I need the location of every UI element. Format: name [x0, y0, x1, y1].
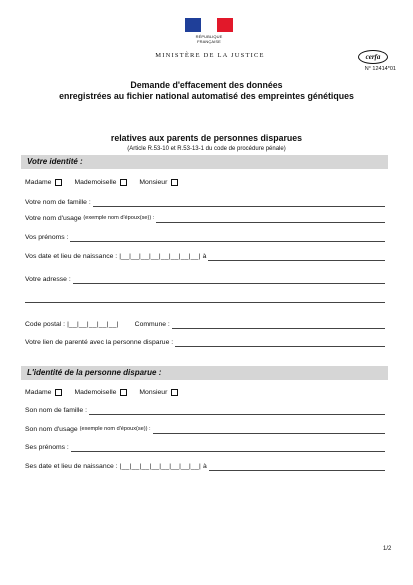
missing-civility-row — [25, 388, 385, 397]
family-name-label: Votre nom de famille : — [25, 199, 91, 206]
family-name-line[interactable] — [93, 200, 385, 207]
postal-code-boxes[interactable]: |__|__|__|__|__| — [67, 321, 119, 328]
missing-birth-place-line[interactable] — [209, 464, 385, 471]
address-line-2[interactable] — [25, 302, 385, 303]
relationship-line[interactable] — [175, 340, 385, 347]
missing-usage-name-label: Son nom d'usage — [25, 426, 78, 433]
missing-birth-field[interactable] — [25, 462, 385, 471]
birth-label: Vos date et lieu de naissance : — [25, 253, 118, 260]
birth-place-line[interactable] — [208, 254, 385, 261]
page-number: 1/2 — [383, 546, 392, 552]
missing-mademoiselle-label: Mademoiselle — [74, 389, 117, 396]
republique-logo — [185, 18, 233, 48]
first-names-line[interactable] — [70, 235, 385, 242]
missing-birth-at-label: à — [202, 463, 207, 470]
madame-checkbox[interactable] — [55, 179, 62, 186]
postal-code-label: Code postal : — [25, 321, 66, 328]
missing-monsieur-checkbox[interactable] — [171, 389, 178, 396]
first-names-label: Vos prénoms : — [25, 234, 69, 241]
title-line-3: relatives aux parents de personnes disparues — [110, 133, 303, 143]
birth-date-boxes[interactable]: |__|__|__|__|__|__|__|__| — [119, 253, 201, 260]
missing-birth-date-boxes[interactable]: |__|__|__|__|__|__|__|__| — [119, 463, 201, 470]
address-line-1[interactable] — [73, 277, 385, 284]
mademoiselle-label: Mademoiselle — [74, 179, 117, 186]
missing-madame-label: Madame — [25, 389, 52, 396]
birth-field[interactable] — [25, 252, 385, 261]
missing-monsieur-label: Monsieur — [139, 389, 168, 396]
mademoiselle-checkbox[interactable] — [120, 179, 127, 186]
missing-madame-checkbox[interactable] — [55, 389, 62, 396]
missing-family-name-label: Son nom de famille : — [25, 407, 87, 414]
title-line-2: enregistrées au fichier national automatisé des empreintes génétiques — [59, 91, 354, 101]
address-field[interactable] — [25, 275, 385, 284]
address-label: Votre adresse : — [25, 276, 71, 283]
missing-family-name-field[interactable] — [25, 406, 385, 415]
usage-name-line[interactable] — [156, 216, 385, 223]
ministry-name: MINISTÈRE DE LA JUSTICE — [155, 52, 265, 59]
logo-text: RÉPUBLIQUE FRANÇAISE — [195, 34, 223, 44]
title-line-1: Demande d'effacement des données — [130, 80, 283, 90]
monsieur-checkbox[interactable] — [171, 179, 178, 186]
missing-mademoiselle-checkbox[interactable] — [120, 389, 127, 396]
missing-usage-name-field[interactable] — [25, 425, 385, 434]
missing-family-name-line[interactable] — [89, 408, 385, 415]
madame-label: Madame — [25, 179, 52, 186]
cerfa-logo: cerfa — [358, 50, 388, 64]
missing-birth-label: Ses date et lieu de naissance : — [25, 463, 118, 470]
missing-first-names-label: Ses prénoms : — [25, 444, 69, 451]
section-identity-heading: Votre identité : — [21, 155, 388, 169]
missing-first-names-field[interactable] — [25, 443, 385, 452]
usage-name-example: (exemple nom d'époux(se)) : — [83, 215, 155, 221]
section-missing-heading: L'identité de la personne disparue : — [21, 366, 388, 380]
form-number: N° 12414*01 — [364, 66, 396, 72]
postal-row — [25, 320, 385, 329]
usage-name-label: Votre nom d'usage — [25, 215, 82, 222]
commune-line[interactable] — [172, 322, 385, 329]
missing-usage-name-example: (exemple nom d'époux(se)) : — [79, 426, 151, 432]
relationship-label: Votre lien de parenté avec la personne disparue : — [25, 339, 174, 346]
missing-first-names-line[interactable] — [71, 445, 385, 452]
birth-at-label: à — [202, 253, 207, 260]
first-names-field[interactable] — [25, 233, 385, 242]
legal-reference: (Article R.53-10 et R.53-13-1 du code de procédure pénale) — [127, 146, 286, 152]
monsieur-label: Monsieur — [139, 179, 168, 186]
family-name-field[interactable] — [25, 198, 385, 207]
missing-usage-name-line[interactable] — [153, 427, 385, 434]
flag-icon — [185, 18, 233, 32]
civility-row — [25, 178, 385, 187]
commune-label: Commune : — [134, 321, 170, 328]
relationship-field[interactable] — [25, 338, 385, 347]
usage-name-field[interactable] — [25, 214, 385, 223]
